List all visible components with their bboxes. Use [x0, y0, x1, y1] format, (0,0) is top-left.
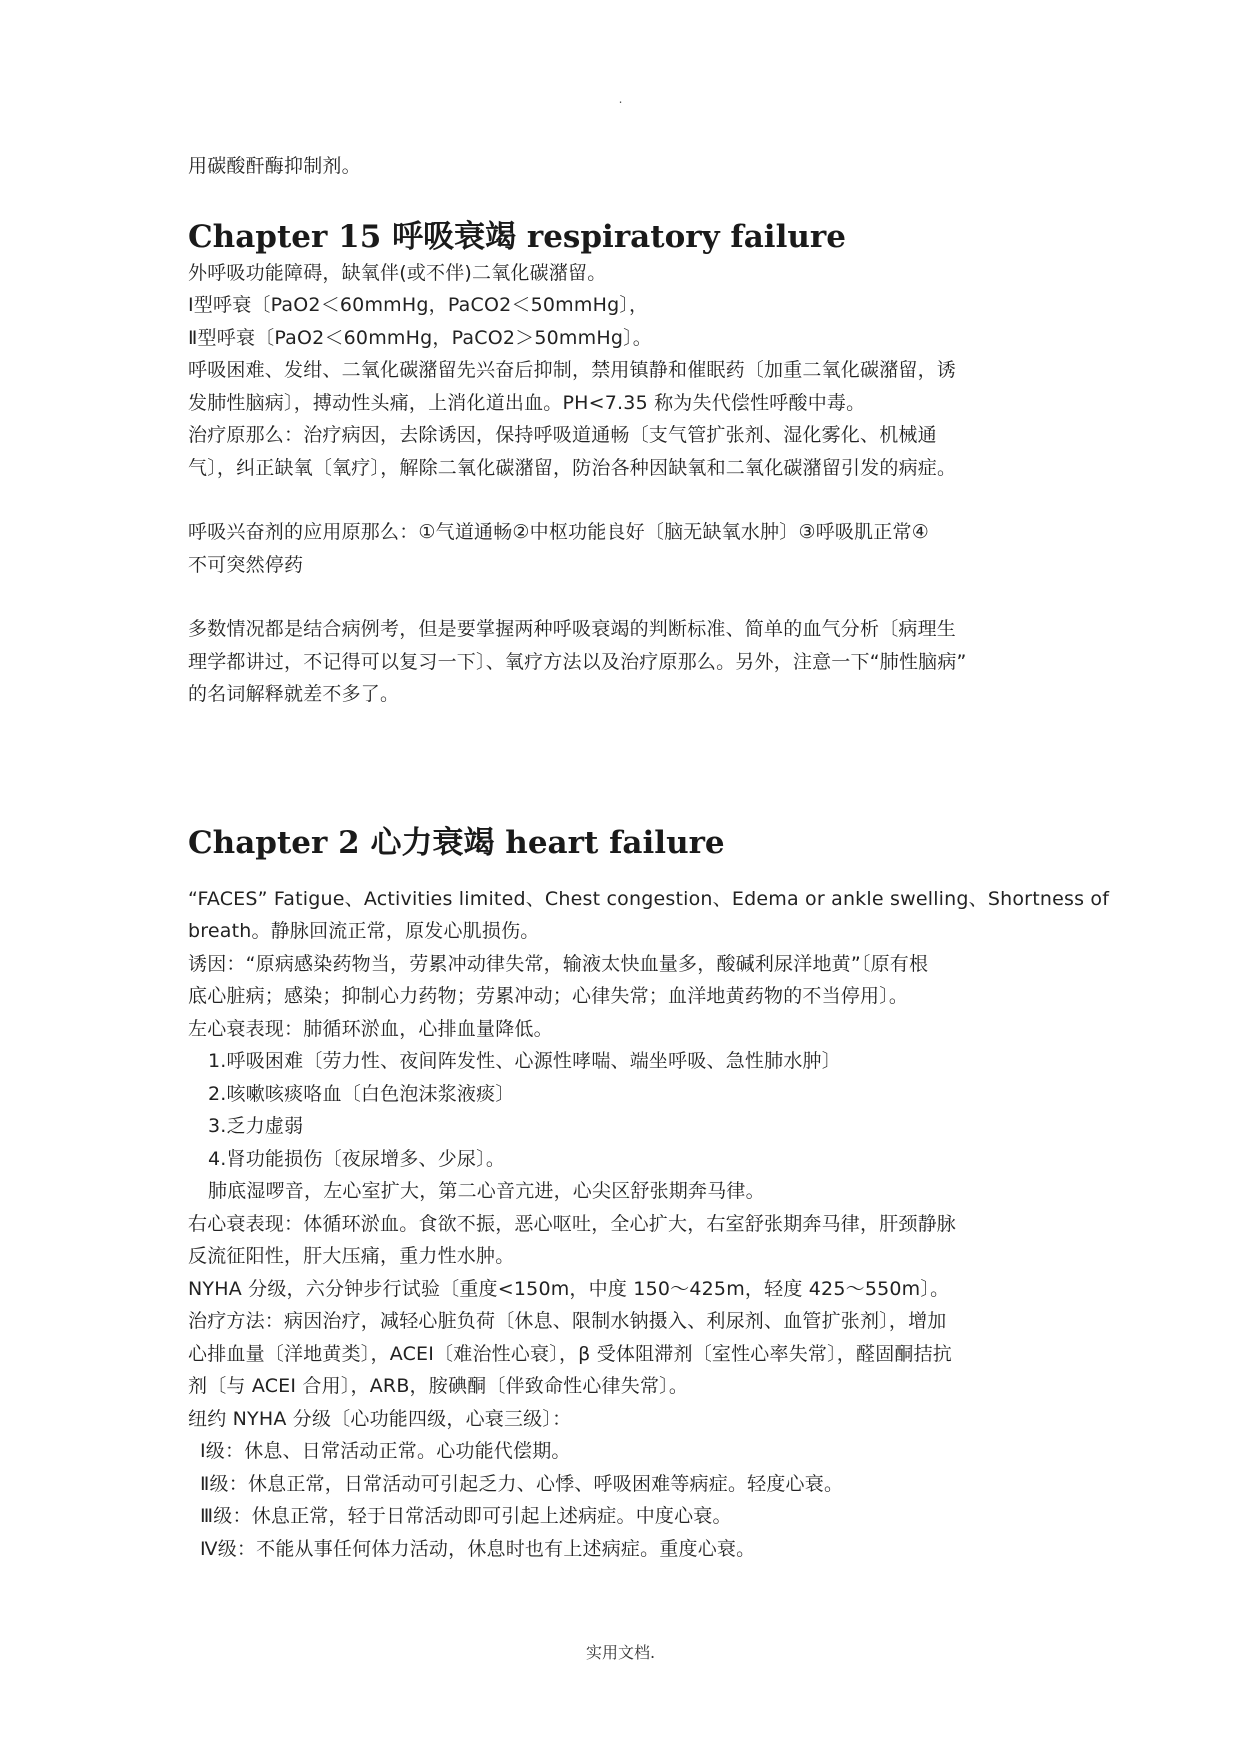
text-line: 理学都讲过，不记得可以复习一下〕、氧疗方法以及治疗原那么。另外，注意一下“肺性脑病” — [188, 650, 967, 673]
nyha-grade-list — [188, 1435, 1060, 1565]
document-body — [188, 150, 1110, 1565]
list-item: Ⅱ级：休息正常，日常活动可引起乏力、心悸、呼吸困难等病症。轻度心衰。 — [200, 1472, 844, 1495]
text-line: 心排血量〔洋地黄类〕，ACEI〔难治性心衰〕，β 受体阻滞剂〔室性心率失常〕，醛固酮拮抗 — [188, 1342, 953, 1365]
list-item: 1.呼吸困难〔劳力性、夜间阵发性、心源性哮喘、端坐呼吸、急性肺水肿〕 — [208, 1050, 841, 1072]
text-line: 发肺性脑病〕，搏动性头痛，上消化道出血。PH<7.35 称为失代偿性呼酸中毒。 — [188, 391, 866, 414]
heart-paragraph — [188, 883, 1110, 1046]
text-line: 外呼吸功能障碍，缺氧伴(或不伴)二氧化碳潴留。 — [188, 261, 607, 284]
left-heart-list — [188, 1045, 1060, 1208]
text-line: Ⅱ型呼衰〔PaO2＜60mmHg，PaCO2＞50mmHg〕。 — [188, 326, 652, 349]
list-item: Ⅰ级：休息、日常活动正常。心功能代偿期。 — [200, 1440, 571, 1462]
stimulant-paragraph — [188, 516, 1060, 581]
text-line: 治疗方法：病因治疗，减轻心脏负荷〔休息、限制水钠摄入、利尿剂、血管扩张剂〕，增加 — [188, 1310, 947, 1332]
right-heart-paragraph — [188, 1208, 1060, 1436]
text-line: Ⅰ型呼衰〔PaO2＜60mmHg，PaCO2＜50mmHg〕， — [188, 294, 649, 316]
text-line: 反流征阳性，肝大压痛，重力性水肿。 — [188, 1245, 515, 1267]
text-line: 呼吸兴奋剂的应用原那么：①气道通畅②中枢功能良好〔脑无缺氧水肿〕③呼吸肌正常④ — [188, 521, 929, 543]
text-line: 左心衰表现：肺循环淤血，心排血量降低。 — [188, 1017, 553, 1040]
text-line: NYHA 分级，六分钟步行试验〔重度<150m，中度 150～425m，轻度 425～550m〕。 — [188, 1277, 950, 1300]
text-line: 的名词解释就差不多了。 — [188, 683, 400, 705]
text-line: 治疗原那么：治疗病因，去除诱因，保持呼吸道通畅〔支气管扩张剂、湿化雾化、机械通 — [188, 424, 937, 446]
text-line: 右心衰表现：体循环淤血。食欲不振，恶心呕吐，全心扩大，右室舒张期奔马律，肝颈静脉 — [188, 1212, 957, 1235]
chapter-heading-respiratory: Chapter 15 呼吸衰竭 respiratory failure — [188, 218, 846, 255]
text-line: 不可突然停药 — [188, 553, 304, 576]
text-line: breath。静脉回流正常，原发心肌损伤。 — [188, 920, 540, 942]
list-item: Ⅲ级：休息正常，轻于日常活动即可引起上述病症。中度心衰。 — [200, 1505, 732, 1527]
text-line: “FACES” Fatigue、Activities limited、Chest congestion、Edema or ankle swelling、Shortness of — [188, 887, 1110, 910]
text-line: 诱因：“原病感染药物当，劳累冲动律失常，输液太快血量多，酸碱利尿洋地黄”〔原有根 — [188, 952, 929, 975]
list-item: 肺底湿啰音，左心室扩大，第二心音亢进，心尖区舒张期奔马律。 — [208, 1180, 765, 1202]
text-line: 气〕，纠正缺氧〔氧疗〕，解除二氧化碳潴留，防治各种因缺氧和二氧化碳潴留引发的病症。 — [188, 456, 957, 479]
chapter-heading-heart: Chapter 2 心力衰竭 heart failure — [188, 824, 725, 861]
respiratory-paragraph — [188, 257, 1060, 485]
list-item: Ⅳ级：不能从事任何体力活动，休息时也有上述病症。重度心衰。 — [200, 1537, 756, 1560]
text-line: 呼吸困难、发绀、二氧化碳潴留先兴奋后抑制，禁用镇静和催眠药〔加重二氧化碳潴留，诱 — [188, 359, 957, 381]
header-mark: . — [618, 92, 623, 106]
text-line: 剂〔与 ACEI 合用〕，ARB，胺碘酮〔伴致命性心律失常〕。 — [188, 1375, 689, 1397]
text-line: 底心脏病；感染；抑制心力药物；劳累冲动；心律失常；血洋地黄药物的不当停用〕。 — [188, 985, 909, 1007]
text-line: 多数情况都是结合病例考，但是要掌握两种呼吸衰竭的判断标准、简单的血气分析〔病理生 — [188, 618, 957, 640]
list-item: 4.肾功能损伤〔夜尿增多、少尿〕。 — [208, 1147, 506, 1170]
exam-note-paragraph — [188, 613, 1060, 711]
list-item: 2.咳嗽咳痰咯血〔白色泡沫浆液痰〕 — [208, 1082, 515, 1105]
text-line: 纽约 NYHA 分级〔心功能四级，心衰三级〕： — [188, 1407, 572, 1430]
page-footer: 实用文档. — [585, 1643, 656, 1662]
list-item: 3.乏力虚弱 — [208, 1115, 304, 1137]
text-line: 用碳酸酐酶抑制剂。 — [188, 155, 361, 177]
